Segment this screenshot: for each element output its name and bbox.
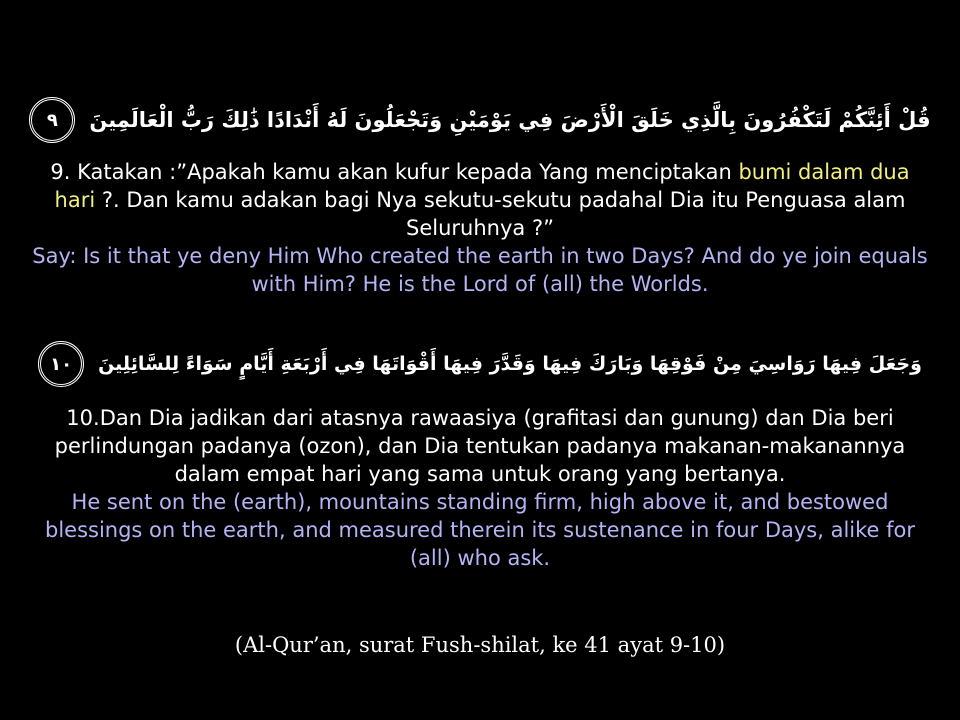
verse-9-indonesian-highlight: bumi dalam dua hari xyxy=(54,160,910,212)
verse-9-indonesian xyxy=(30,158,930,242)
verse-9-english: Say: Is it that ye deny Him Who created the earth in two Days? And do ye join equals with Him? He is the Lord of (all) the Worlds. xyxy=(32,244,928,296)
verse-10-english: He sent on the (earth), mountains standing firm, high above it, and bestowed blessings on the earth, and measured therein its sustenance in four Days, alike for (all) who ask. xyxy=(44,490,915,570)
verse-9-indonesian-part2: ?. Dan kamu adakan bagi Nya sekutu-sekutu padahal Dia itu Penguasa alam Seluruhnya ?” xyxy=(95,188,906,240)
verse-9-translation xyxy=(30,158,930,298)
arabic-verse-9 xyxy=(24,88,936,152)
ayah-marker-10-icon: ١٠ xyxy=(38,341,84,387)
verse-10-translation xyxy=(30,404,930,572)
citation: (Al-Qur’an, surat Fush-shilat, ke 41 ayat 9-10) xyxy=(234,633,726,657)
ayah-marker-9-icon: ٩ xyxy=(29,97,75,143)
verse-9-indonesian-part1: 9. Katakan :”Apakah kamu akan kufur kepada Yang menciptakan xyxy=(50,160,739,184)
arabic-verse-10-text: وَجَعَلَ فِيهَا رَوَاسِيَ مِنْ فَوْقِهَا وَبَارَكَ فِيهَا وَقَدَّرَ فِيهَا أَقْوَاتَهَا فِي أَرْبَعَةِ أَيَّامٍ سَوَاءً لِلسَّائِلِينَ xyxy=(98,353,922,375)
arabic-verse-10 xyxy=(24,330,936,398)
arabic-verse-9-text: قُلْ أَئِنَّكُمْ لَتَكْفُرُونَ بِالَّذِي خَلَقَ الْأَرْضَ فِي يَوْمَيْنِ وَتَجْعَلُونَ لَهُ أَنْدَادًا ذَٰلِكَ رَبُّ الْعَالَمِينَ xyxy=(89,108,931,132)
verse-10-indonesian: 10.Dan Dia jadikan dari atasnya rawaasiya (grafitasi dan gunung) dan Dia beri perlindungan padanya (ozon), dan Dia tentukan padanya makanan-makanannya dalam empat hari yang sama untuk orang yang bertanya. xyxy=(54,406,906,486)
